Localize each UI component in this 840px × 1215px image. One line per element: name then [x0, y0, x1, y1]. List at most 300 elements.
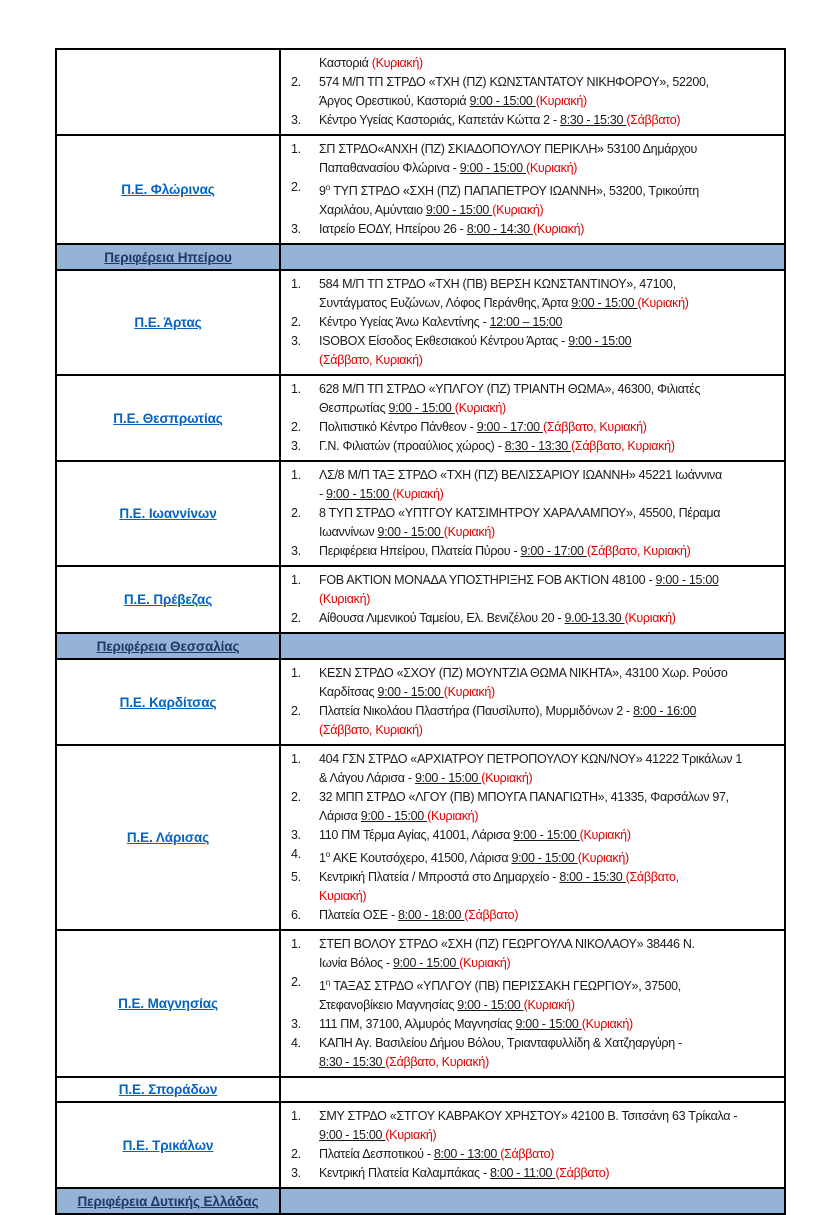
text-segment: ΣΤΕΠ ΒΟΛΟΥ ΣΤΡΔΟ «ΣΧΗ (ΠΖ) ΓΕΩΡΓΟΥΛΑ ΝΙΚΟΛΑΟΥ» 38446 Ν.: [319, 937, 695, 952]
text-segment: ΤΥΠ ΣΤΡΔΟ «ΣΧΗ (ΠΖ) ΠΑΠΑΠΕΤΡΟΥ ΙΩΑΝΝΗ», 53200, Τρικούπη: [330, 184, 699, 199]
item-line: [319, 178, 776, 201]
text-segment: Στεφανοβίκειο Μαγνησίας: [319, 998, 458, 1013]
unit-row: [56, 930, 785, 1077]
region-header-spacer: [280, 633, 785, 659]
days-segment: (Κυριακή): [392, 487, 444, 502]
item-line: [319, 380, 776, 399]
text-segment: Χαριλάου, Αμύνταιο: [319, 203, 426, 218]
item-text: [319, 571, 776, 609]
item-line: [319, 845, 776, 868]
item-line: [319, 571, 776, 590]
text-segment: 111 ΠΜ, 37100, Αλμυρός Μαγνησίας: [319, 1017, 516, 1032]
hours-segment: 8:30 - 15:30: [319, 1055, 386, 1070]
item-text: [319, 504, 776, 542]
item-line: [319, 111, 776, 130]
days-segment: (Κυριακή): [526, 161, 578, 175]
item-number: 1.: [291, 142, 301, 156]
unit-link[interactable]: Π.Ε. Σποράδων: [118, 1082, 218, 1098]
item-number: 1.: [291, 666, 301, 681]
text-segment: & Λάγου Λάρισα -: [319, 771, 415, 786]
days-segment: (Σάββατο, Κυριακή): [586, 544, 691, 559]
hours-segment: 8:00 - 13:00: [433, 1147, 501, 1162]
item-line: [319, 418, 776, 437]
days-segment: (Κυριακή): [385, 1128, 437, 1143]
hours-segment: 8:00 - 14:30: [466, 222, 534, 237]
locations-cell: [280, 270, 785, 375]
location-item: [291, 1145, 776, 1164]
locations-cell: [280, 49, 785, 135]
text-segment: Ιατρείο ΕΟΔΥ, Ηπείρου 26 -: [319, 222, 467, 237]
unit-name-cell: [56, 930, 280, 1077]
text-segment: Ιωαννίνων: [319, 525, 378, 540]
item-number: 3.: [291, 828, 301, 843]
item-number: 1.: [291, 468, 301, 483]
item-text: [319, 178, 776, 220]
item-line: [319, 1145, 776, 1164]
unit-name-cell: [56, 1077, 280, 1102]
text-segment: 584 Μ/Π ΤΠ ΣΤΡΔΟ «ΤΧΗ (ΠΒ) ΒΕΡΣΗ ΚΩΝΣΤΑΝΤΙΝΟΥ», 47100,: [319, 277, 676, 292]
hours-segment: 9:00 - 15:00: [571, 296, 638, 311]
text-segment: Κεντρική Πλατεία / Μπροστά στο Δημαρχείο -: [319, 870, 560, 885]
hours-segment: 9:00 - 15:00: [392, 956, 460, 971]
days-segment: (Κυριακή): [581, 1017, 633, 1032]
days-segment: (Σάββατο): [464, 908, 519, 923]
unit-row: [56, 270, 785, 375]
superscript-segment: ο: [325, 849, 331, 860]
location-item: [291, 973, 776, 1015]
days-segment: (Σάββατο, Κυριακή): [385, 1055, 489, 1070]
item-line: [319, 683, 776, 702]
hours-segment: 9:00 - 15:00: [457, 998, 524, 1013]
item-number: 4.: [291, 1036, 301, 1051]
item-text: [319, 664, 776, 702]
item-number: 3.: [291, 1017, 301, 1032]
item-line: [319, 201, 776, 220]
hours-segment: 8:00 - 16:00: [633, 704, 697, 719]
item-line: [319, 159, 776, 178]
item-text: [319, 542, 776, 561]
location-item: [291, 868, 776, 906]
location-item: [291, 275, 776, 313]
location-item: [291, 542, 776, 561]
unit-name-cell: [56, 375, 280, 461]
unit-row: [56, 49, 785, 135]
unit-name-cell: [56, 270, 280, 375]
location-item: [291, 54, 776, 73]
text-segment: 110 ΠΜ Τέρμα Αγίας, 41001, Λάρισα: [319, 828, 514, 843]
locations-cell: [280, 375, 785, 461]
unit-name-cell: [56, 566, 280, 633]
item-number: 2.: [291, 704, 301, 719]
region-header-row: [56, 244, 785, 270]
region-header-cell: [56, 244, 280, 270]
item-text: [319, 973, 776, 1015]
item-text: [319, 111, 776, 130]
text-segment: Αίθουσα Λιμενικού Ταμείου, Ελ. Βενιζέλου 20 -: [319, 611, 565, 626]
days-segment: (Κυριακή): [371, 56, 423, 70]
item-line: [319, 609, 776, 628]
days-segment: (Σάββατο): [500, 1147, 555, 1162]
unit-name-cell: [56, 659, 280, 745]
region-link[interactable]: Περιφέρεια Θεσσαλίας: [96, 638, 240, 654]
text-segment: ΣΜΥ ΣΤΡΔΟ «ΣΤΓΟΥ ΚΑΒΡΑΚΟΥ ΧΡΗΣΤΟΥ» 42100 Β. Τσιτσάνη 63 Τρίκαλα -: [319, 1109, 738, 1124]
location-item: [291, 73, 776, 111]
hours-segment: 9:00 - 15:00: [425, 203, 493, 218]
locations-cell: [280, 1102, 785, 1188]
days-segment: (Κυριακή): [637, 296, 689, 311]
location-item: [291, 111, 776, 130]
item-line: [319, 332, 776, 351]
item-number: 3.: [291, 544, 301, 559]
item-text: [319, 702, 776, 740]
days-segment: (Σάββατο,: [625, 870, 679, 885]
region-link[interactable]: Περιφέρεια Ηπείρου: [104, 249, 232, 265]
text-segment: Πλατεία Νικολάου Πλαστήρα (Παυσίλυπο), Μυρμιδόνων 2 -: [319, 704, 634, 719]
region-header-spacer: [280, 1188, 785, 1214]
location-item: [291, 220, 776, 239]
item-number: 2.: [291, 315, 301, 330]
item-text: [319, 418, 776, 437]
hours-segment: 9:00 - 15:00: [459, 161, 526, 175]
region-header-spacer: [280, 244, 785, 270]
text-segment: Περιφέρεια Ηπείρου, Πλατεία Πύρου -: [319, 544, 521, 559]
item-number: 2.: [291, 611, 301, 626]
item-line: [319, 807, 776, 826]
days-segment: Κυριακή): [319, 889, 367, 904]
unit-link[interactable]: Π.Ε. Ιωαννίνων: [119, 506, 217, 522]
item-text: [319, 826, 776, 845]
item-text: [319, 275, 776, 313]
days-segment: (Κυριακή): [443, 525, 495, 540]
item-line: [319, 954, 776, 973]
unit-name-cell: [56, 745, 280, 930]
days-segment: (Σάββατο): [555, 1166, 610, 1181]
days-segment: (Κυριακή): [319, 592, 371, 607]
days-segment: (Σάββατο, Κυριακή): [319, 723, 423, 738]
item-number: 3.: [291, 113, 301, 127]
unit-link[interactable]: Π.Ε. Μαγνησίας: [118, 996, 218, 1012]
item-line: [319, 1015, 776, 1034]
table-body: [56, 49, 785, 1214]
hours-segment: 9:00 - 15:00: [515, 1017, 582, 1032]
location-item: [291, 140, 776, 178]
location-item: [291, 1164, 776, 1183]
location-item: [291, 313, 776, 332]
days-segment: (Κυριακή): [459, 956, 511, 971]
item-text: [319, 332, 776, 370]
item-number: 2.: [291, 1147, 301, 1162]
item-line: [319, 788, 776, 807]
text-segment: Κέντρο Υγείας Άνω Καλεντίνης -: [319, 315, 490, 330]
hours-segment: 8:00 - 11:00: [490, 1166, 556, 1181]
locations-cell: [280, 930, 785, 1077]
days-segment: (Κυριακή): [492, 203, 544, 218]
days-segment: (Κυριακή): [523, 998, 575, 1013]
item-number: 5.: [291, 870, 301, 885]
region-header-row: [56, 1188, 785, 1214]
location-item: [291, 845, 776, 868]
text-segment: ISOBOX Είσοδος Εκθεσιακού Κέντρου Άρτας -: [319, 334, 569, 349]
text-segment: 404 ΓΣΝ ΣΤΡΔΟ «ΑΡΧΙΑΤΡΟΥ ΠΕΤΡΟΠΟΥΛΟΥ ΚΩΝ/ΝΟΥ» 41222 Τρικάλων 1: [319, 752, 743, 767]
item-line: [319, 504, 776, 523]
item-number: 4.: [291, 847, 301, 862]
locations-cell: [280, 461, 785, 566]
location-item: [291, 418, 776, 437]
location-item: [291, 332, 776, 370]
item-text: [319, 788, 776, 826]
item-number: 1.: [291, 382, 301, 397]
unit-row: [56, 375, 785, 461]
text-segment: Πλατεία ΟΣΕ -: [319, 908, 398, 923]
text-segment: 1: [319, 851, 326, 866]
item-number: 2.: [291, 790, 301, 805]
item-number: 1.: [291, 573, 301, 588]
text-segment: Πλατεία Δεσποτικού -: [319, 1147, 434, 1162]
item-line: [319, 294, 776, 313]
item-line: [319, 887, 776, 906]
item-line: [319, 351, 776, 370]
location-item: [291, 178, 776, 220]
item-number: 1.: [291, 752, 301, 767]
unit-name-cell: [56, 135, 280, 244]
item-line: [319, 1107, 776, 1126]
text-segment: 8 ΤΥΠ ΣΤΡΔΟ «ΥΠΤΓΟΥ ΚΑΤΣΙΜΗΤΡΟΥ ΧΑΡΑΛΑΜΠΟΥ», 45500, Πέραμα: [319, 506, 721, 521]
region-header-cell: [56, 1188, 280, 1214]
item-line: [319, 1053, 776, 1072]
locations-cell: [280, 1077, 785, 1102]
hours-segment: 9:00 - 17:00: [520, 544, 587, 559]
days-segment: (Κυριακή): [533, 222, 585, 237]
item-line: [319, 523, 776, 542]
text-segment: Γ.Ν. Φιλιατών (προαύλιος χώρος) -: [319, 439, 505, 454]
item-number: 3.: [291, 1166, 301, 1181]
text-segment: Ιωνία Βόλος -: [319, 956, 393, 971]
text-segment: FOB AKTION ΜΟΝΑΔΑ ΥΠΟΣΤΗΡΙΞΗΣ FOB AKTION 48100 -: [319, 573, 656, 588]
item-line: [319, 590, 776, 609]
location-item: [291, 906, 776, 925]
location-item: [291, 664, 776, 702]
days-segment: (Σάββατο, Κυριακή): [571, 439, 675, 454]
days-segment: (Κυριακή): [454, 401, 506, 416]
superscript-segment: η: [325, 977, 331, 988]
unit-name-cell: [56, 1102, 280, 1188]
item-line: [319, 140, 776, 159]
item-line: [319, 220, 776, 239]
text-segment: 1: [319, 979, 326, 994]
text-segment: ΣΠ ΣΤΡΔΟ«ΑΝΧΗ (ΠΖ) ΣΚΙΑΔΟΠΟΥΛΟΥ ΠΕΡΙΚΛΗ» 53100 Δημάρχου: [319, 142, 698, 156]
item-text: [319, 868, 776, 906]
item-text: [319, 466, 776, 504]
hours-segment: 9:00 - 15:00: [655, 573, 719, 588]
item-line: [319, 313, 776, 332]
item-line: [319, 664, 776, 683]
text-segment: Πολιτιστικό Κέντρο Πάνθεον -: [319, 420, 477, 435]
item-line: [319, 542, 776, 561]
days-segment: (Σάββατο, Κυριακή): [543, 420, 647, 435]
location-item: [291, 788, 776, 826]
item-text: [319, 437, 776, 456]
item-text: [319, 140, 776, 178]
region-header-row: [56, 633, 785, 659]
text-segment: ΛΣ/8 Μ/Π ΤΑΞ ΣΤΡΔΟ «ΤΧΗ (ΠΖ) ΒΕΛΙΣΣΑΡΙΟΥ ΙΩΑΝΝΗ» 45221 Ιωάννινα: [319, 468, 722, 483]
hours-segment: 8:30 - 15:30: [560, 113, 627, 127]
item-line: [319, 935, 776, 954]
location-item: [291, 504, 776, 542]
item-line: [319, 437, 776, 456]
item-line: [319, 906, 776, 925]
hours-segment: 9:00 - 15:00: [326, 487, 393, 502]
item-line: [319, 1164, 776, 1183]
days-segment: (Κυριακή): [579, 828, 631, 843]
text-segment: Λάρισα: [319, 809, 361, 824]
hours-segment: 9:00 - 15:00: [377, 525, 444, 540]
unit-row: [56, 566, 785, 633]
text-segment: Καρδίτσας: [319, 685, 378, 700]
item-text: [319, 54, 776, 73]
item-text: [319, 1015, 776, 1034]
item-text: [319, 380, 776, 418]
item-line: [319, 868, 776, 887]
unit-row: [56, 461, 785, 566]
text-segment: ΚΑΠΗ Αγ. Βασιλείου Δήμου Βόλου, Τριανταφυλλίδη & Χατζηαργύρη -: [319, 1036, 682, 1051]
item-number: 6.: [291, 908, 301, 923]
item-line: [319, 721, 776, 740]
location-item: [291, 571, 776, 609]
unit-link[interactable]: Π.Ε. Λάρισας: [126, 830, 210, 846]
text-segment: 9: [319, 184, 326, 199]
item-number: 2.: [291, 975, 301, 990]
days-segment: (Κυριακή): [624, 611, 676, 626]
unit-row: [56, 1102, 785, 1188]
locations-cell: [280, 745, 785, 930]
location-item: [291, 1034, 776, 1072]
item-number: 1.: [291, 1109, 301, 1124]
item-text: [319, 1164, 776, 1183]
location-item: [291, 750, 776, 788]
location-item: [291, 702, 776, 740]
locations-cell: [280, 566, 785, 633]
location-item: [291, 466, 776, 504]
region-link[interactable]: Περιφέρεια Δυτικής Ελλάδας: [77, 1193, 259, 1209]
text-segment: Κεντρική Πλατεία Καλαμπάκας -: [319, 1166, 490, 1181]
vaccination-points-table: [55, 48, 786, 1215]
text-segment: 32 ΜΠΠ ΣΤΡΔΟ «ΛΓΟΥ (ΠΒ) ΜΠΟΥΓΑ ΠΑΝΑΓΙΩΤΗ», 41335, Φαρσάλων 97,: [319, 790, 729, 805]
item-line: [319, 54, 776, 73]
item-line: [319, 826, 776, 845]
text-segment: Θεσπρωτίας: [319, 401, 389, 416]
hours-segment: 12:00 – 15:00: [489, 315, 563, 330]
unit-name-cell: [56, 461, 280, 566]
text-segment: ΑΚΕ Κουτσόχερο, 41500, Λάρισα: [330, 851, 512, 866]
location-item: [291, 437, 776, 456]
item-number: 2.: [291, 180, 301, 194]
unit-row: [56, 1077, 785, 1102]
hours-segment: 9:00 - 15:00: [568, 334, 632, 349]
unit-link[interactable]: Π.Ε. Τρικάλων: [122, 1137, 214, 1153]
item-line: [319, 92, 776, 111]
hours-segment: 9:00 - 15:00: [513, 828, 580, 843]
unit-link[interactable]: Π.Ε. Άρτας: [134, 315, 202, 331]
locations-cell: [280, 135, 785, 244]
unit-row: [56, 659, 785, 745]
location-item: [291, 380, 776, 418]
hours-segment: 9:00 - 15:00: [319, 1128, 386, 1143]
item-text: [319, 1034, 776, 1072]
unit-row: [56, 135, 785, 244]
item-line: [319, 275, 776, 294]
text-segment: Παπαθανασίου Φλώρινα -: [319, 161, 460, 175]
item-text: [319, 750, 776, 788]
hours-segment: 8:00 - 18:00: [398, 908, 465, 923]
item-text: [319, 845, 776, 868]
item-number: 1.: [291, 937, 301, 952]
item-line: [319, 769, 776, 788]
hours-segment: 8:00 - 15:30: [559, 870, 626, 885]
text-segment: 574 Μ/Π ΤΠ ΣΤΡΔΟ «ΤΧΗ (ΠΖ) ΚΩΝΣΤΑΝΤΑΤΟΥ ΝΙΚΗΦΟΡΟΥ», 52200,: [319, 75, 709, 89]
item-text: [319, 220, 776, 239]
locations-cell: [280, 659, 785, 745]
item-number: 1.: [291, 277, 301, 292]
item-line: [319, 996, 776, 1015]
text-segment: Κέντρο Υγείας Καστοριάς, Καπετάν Κώττα 2 -: [319, 113, 561, 127]
item-line: [319, 1126, 776, 1145]
hours-segment: 9:00 - 15:00: [360, 809, 428, 824]
text-segment: ΚΕΣΝ ΣΤΡΔΟ «ΣΧΟΥ (ΠΖ) ΜΟΥΝΤΖΙΑ ΘΩΜΑ ΝΙΚΗΤΑ», 43100 Χωρ. Ρούσο: [319, 666, 728, 681]
item-number: 3.: [291, 439, 301, 454]
days-segment: (Σάββατο): [626, 113, 681, 127]
item-line: [319, 466, 776, 485]
days-segment: (Κυριακή): [535, 94, 587, 108]
hours-segment: 9:00 - 15:00: [377, 685, 444, 700]
location-item: [291, 1107, 776, 1145]
unit-link[interactable]: Π.Ε. Φλώρινας: [121, 182, 215, 198]
unit-link[interactable]: Π.Ε. Καρδίτσας: [119, 694, 217, 710]
item-line: [319, 1034, 776, 1053]
item-line: [319, 973, 776, 996]
text-segment: -: [319, 487, 327, 502]
item-text: [319, 313, 776, 332]
days-segment: (Κυριακή): [427, 809, 479, 824]
text-segment: ΤΑΞΑΣ ΣΤΡΔΟ «ΥΠΛΓΟΥ (ΠΒ) ΠΕΡΙΣΣΑΚΗ ΓΕΩΡΓΙΟΥ», 37500,: [330, 979, 681, 994]
region-header-cell: [56, 633, 280, 659]
unit-link[interactable]: Π.Ε. Πρέβεζας: [123, 592, 213, 608]
unit-link[interactable]: Π.Ε. Θεσπρωτίας: [113, 410, 223, 426]
item-text: [319, 73, 776, 111]
text-segment: 628 Μ/Π ΤΠ ΣΤΡΔΟ «ΥΠΛΓΟΥ (ΠΖ) ΤΡΙΑΝΤΗ ΘΩΜΑ», 46300, Φιλιατές: [319, 382, 701, 397]
days-segment: (Κυριακή): [481, 771, 533, 786]
item-number: 2.: [291, 506, 301, 521]
item-number: 2.: [291, 420, 301, 435]
item-text: [319, 1107, 776, 1145]
item-text: [319, 906, 776, 925]
item-number: 3.: [291, 334, 301, 349]
superscript-segment: ο: [325, 182, 331, 192]
location-item: [291, 1015, 776, 1034]
hours-segment: 9.00-13.30: [564, 611, 625, 626]
hours-segment: 9:00 - 15:00: [388, 401, 455, 416]
item-text: [319, 935, 776, 973]
hours-segment: 9:00 - 17:00: [476, 420, 544, 435]
text-segment: Καστοριά: [319, 56, 372, 70]
days-segment: (Κυριακή): [443, 685, 495, 700]
hours-segment: 9:00 - 15:00: [414, 771, 482, 786]
item-line: [319, 485, 776, 504]
item-text: [319, 609, 776, 628]
unit-name-cell: [56, 49, 280, 135]
hours-segment: 9:00 - 15:00: [511, 851, 578, 866]
item-number: 2.: [291, 75, 301, 89]
text-segment: Άργος Ορεστικού, Καστοριά: [319, 94, 470, 108]
